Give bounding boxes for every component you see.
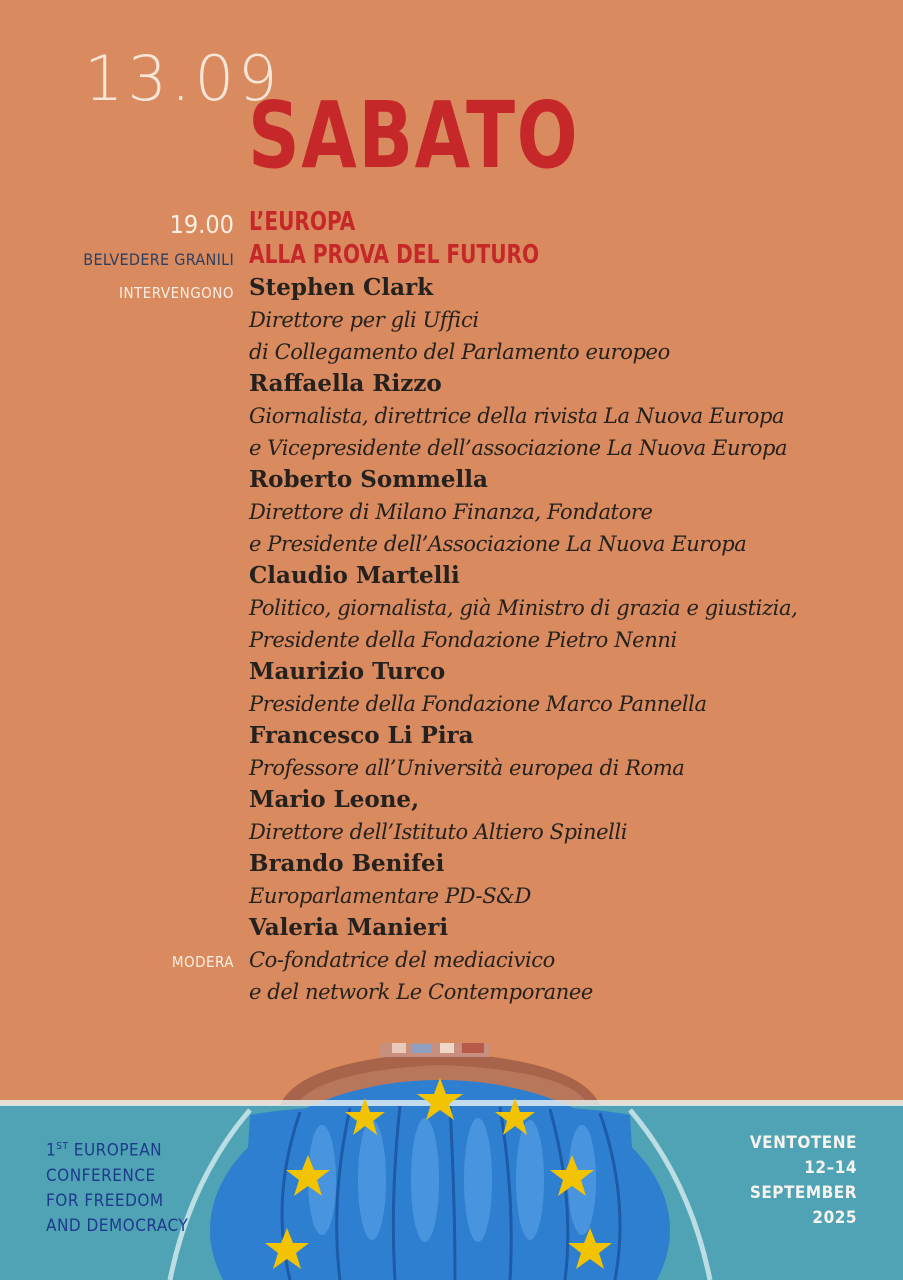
speaker-role: di Collegamento del Parlamento europeo: [249, 340, 670, 364]
speaker-role: Presidente della Fondazione Pietro Nenni: [249, 628, 677, 652]
moderator-label: MODERA: [171, 953, 234, 971]
conference-dates: 12–14: [804, 1158, 857, 1178]
day-title: SABATO: [248, 82, 580, 189]
conference-ordinal-number: 1: [46, 1140, 57, 1161]
speaker-role: Direttore dell’Istituto Altiero Spinelli: [249, 820, 628, 844]
speaker-role: Giornalista, direttrice della rivista La Nuova Europa: [249, 404, 785, 428]
speaker-name: Raffaella Rizzo: [249, 370, 442, 397]
speaker-name: Francesco Li Pira: [249, 722, 474, 749]
speaker-role: Politico, giornalista, già Ministro di grazia e giustizia,: [249, 596, 798, 620]
conference-place: VENTOTENE: [749, 1133, 857, 1153]
event-venue: BELVEDERE GRANILI: [83, 250, 234, 269]
event-time: 19.00: [169, 210, 234, 239]
event-title-line1: L’EUROPA: [249, 207, 356, 237]
speaker-role: Direttore di Milano Finanza, Fondatore: [249, 500, 653, 524]
speaker-name: Claudio Martelli: [249, 562, 460, 589]
conference-ordinal-suffix: ST: [56, 1141, 69, 1152]
event-title-line2: ALLA PROVA DEL FUTURO: [249, 240, 540, 270]
speaker-name: Valeria Manieri: [249, 914, 449, 941]
speaker-role: Presidente della Fondazione Marco Pannella: [249, 692, 707, 716]
conference-line-4: AND DEMOCRACY: [46, 1215, 189, 1236]
speakers-label: INTERVENGONO: [118, 284, 234, 302]
conference-line-2: CONFERENCE: [46, 1165, 156, 1186]
speaker-role: Europarlamentare PD-S&D: [249, 884, 531, 908]
conference-title: [46, 1134, 188, 1239]
speaker-name: Maurizio Turco: [249, 658, 446, 685]
speaker-name: Roberto Sommella: [249, 466, 488, 493]
speaker-role: e Presidente dell’Associazione La Nuova Europa: [249, 532, 747, 556]
speaker-name: Brando Benifei: [249, 850, 445, 877]
speaker-name: Mario Leone,: [249, 786, 420, 813]
date: 13.09: [84, 42, 282, 115]
speaker-role: e del network Le Contemporanee: [249, 980, 593, 1004]
conference-month: SEPTEMBER: [749, 1183, 857, 1203]
conference-year: 2025: [812, 1208, 857, 1228]
conference-line-1: EUROPEAN: [68, 1140, 163, 1161]
conference-line-3: FOR FREEDOM: [46, 1190, 164, 1211]
speaker-name: Stephen Clark: [249, 274, 434, 301]
conference-place-dates: [750, 1131, 857, 1231]
speaker-role: Co-fondatrice del mediacivico: [249, 948, 555, 972]
speaker-role: Direttore per gli Uffici: [249, 308, 479, 332]
speaker-role: e Vicepresidente dell’associazione La Nuova Europa: [249, 436, 788, 460]
speaker-role: Professore all’Università europea di Roma: [249, 756, 685, 780]
